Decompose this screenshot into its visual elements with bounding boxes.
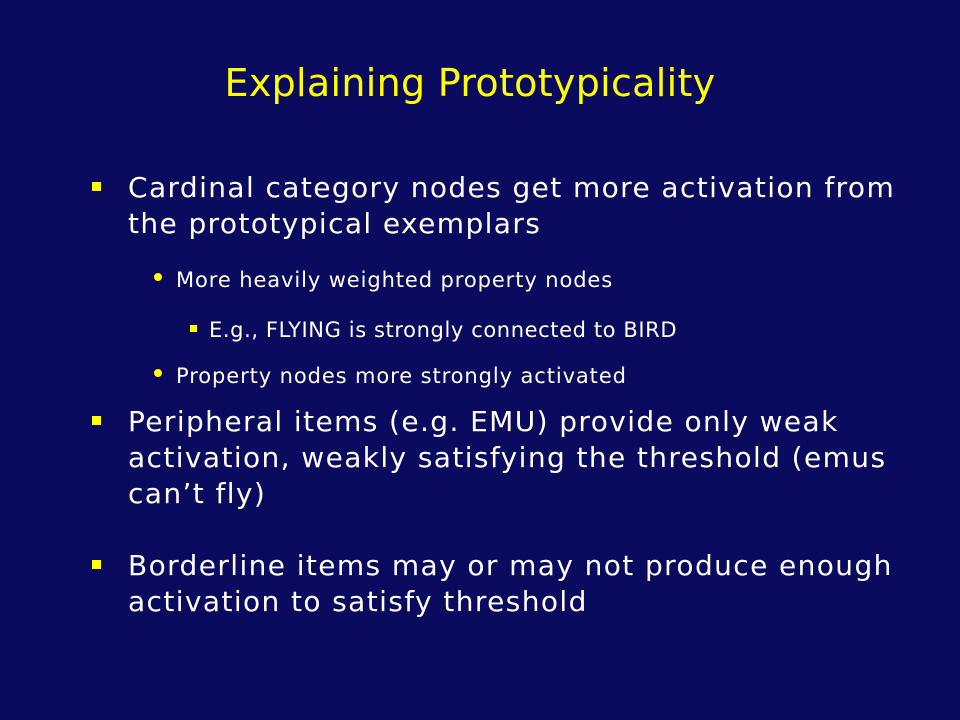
sub-bullet-text: More heavily weighted property nodes: [176, 268, 614, 292]
dot-bullet-icon: [154, 273, 162, 281]
bullet-borderline-items: [92, 548, 912, 620]
square-bullet-icon: [92, 416, 101, 425]
square-bullet-icon: [92, 560, 101, 569]
bullet-text: Borderline items may or may not produce enough activation to satisfy threshold: [128, 549, 893, 618]
square-bullet-icon: [92, 182, 101, 191]
sub-bullet-text: Property nodes more strongly activated: [176, 364, 627, 388]
bullet-peripheral-items: [92, 404, 912, 512]
sub-bullet-weighted-nodes: [154, 266, 894, 294]
bullet-text: Peripheral items (e.g. EMU) provide only weak activation, weakly satisfying the threshold (emus can’t fly): [128, 405, 887, 510]
sub-sub-bullet-flying-example: [190, 316, 890, 344]
sub-sub-bullet-text: E.g., FLYING is strongly connected to BIRD: [209, 318, 678, 342]
slide-title: Explaining Prototypicality: [224, 61, 716, 105]
dot-bullet-icon: [154, 369, 162, 377]
sub-bullet-strongly-activated: [154, 362, 894, 390]
square-bullet-icon: [190, 325, 197, 332]
bullet-cardinal-nodes: [92, 170, 912, 242]
bullet-text: Cardinal category nodes get more activation from the prototypical exemplars: [128, 171, 896, 240]
